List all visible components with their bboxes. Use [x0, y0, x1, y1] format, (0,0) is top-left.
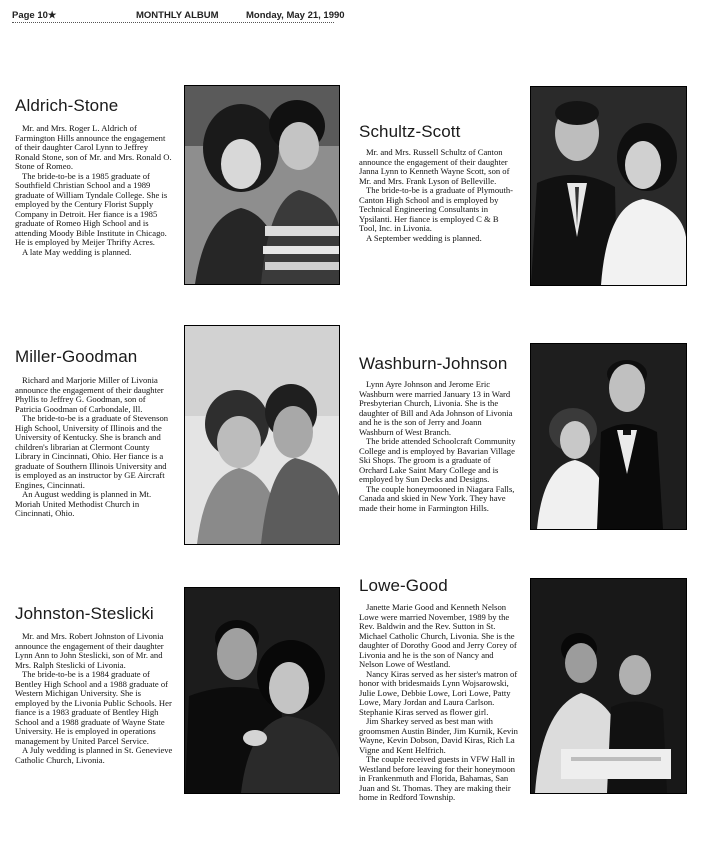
announcement-paragraph: Richard and Marjorie Miller of Livonia announce the engagement of their daughter Phyllis to Jeffrey G. Goodman, son of Patricia Goodman of Carbondale, Ill. [15, 375, 164, 414]
announcement-title-miller-goodman: Miller-Goodman [15, 347, 138, 366]
announcement-paragraph: Mr. and Mrs. Roger L. Aldrich of Farmington Hills announce the engagement of their daughter Carol Lynn to Jeffrey Ronald Stone, son of Mr. and Mrs. Ronald O. Stone of Romeo. [15, 123, 172, 171]
header-rule [12, 22, 334, 23]
announcement-title-lowe-good: Lowe-Good [359, 576, 448, 595]
announcement-paragraph: The bride-to-be is a graduate of Stevenson High School, University of Illinois and the University of Kentucky. She is branch and children's librarian at Clermont County Library in Cincinnati, Ohio. Her fiance is a graduate of Southern Illinois University and is employed as an instructor by GE Aircraft Engines, Cincinnati. [15, 413, 169, 490]
announcement-body-aldrich-stone [15, 124, 173, 257]
announcement-body-schultz-scott [359, 148, 517, 243]
announcement-paragraph: Jim Sharkey served as best man with groomsmen Austin Binder, Jim Kurnik, Kevin Wayne, Kevin Dobson, David Kiras, Rich La Vigne and Kent Helfrich. [359, 716, 518, 755]
issue-date: Monday, May 21, 1990 [246, 10, 345, 21]
announcement-paragraph: A late May wedding is planned. [22, 246, 132, 257]
announcement-paragraph: The couple honeymooned in Niagara Falls, Canada and skied in New York. They have made their home in Farmington Hills. [359, 483, 515, 513]
announcement-body-washburn-johnson [359, 380, 517, 513]
announcement-title-johnston-steslicki: Johnston-Steslicki [15, 604, 154, 623]
couple-photo-miller-goodman [184, 325, 340, 545]
announcement-paragraph: The bride attended Schoolcraft Community College and is employed by Bavarian Village Ski Shops. The groom is a graduate of Orchard Lake Saint Mary College and is employed by Sun Decks and Designs. [359, 436, 516, 484]
announcement-paragraph: Lynn Ayre Johnson and Jerome Eric Washburn were married January 13 in Ward Presbyterian Church, Livonia. She is the daughter of Bill and Ada Johnson of Livonia and he is the son of Jerry and Joann Washburn of West Branch. [359, 379, 513, 437]
announcement-paragraph: Mr. and Mrs. Robert Johnston of Livonia announce the engagement of their daughter Lynn Ann to John Steslicki, son of Mr. and Mrs. Ralph Steslicki of Livonia. [15, 631, 164, 670]
announcement-body-miller-goodman [15, 376, 173, 519]
announcement-title-aldrich-stone: Aldrich-Stone [15, 96, 119, 115]
page-number: Page 10★ [12, 10, 57, 21]
announcement-body-lowe-good [359, 603, 519, 803]
announcement-paragraph: An August wedding is planned in Mt. Moriah United Methodist Church in Cincinnati, Ohio. [15, 489, 152, 518]
announcement-paragraph: The bride-to-be is a 1984 graduate of Bentley High School and a 1988 graduate of Western Michigan University. She is employed by the Livonia Public Schools. Her fiance is a 1983 graduate of Bentley High School and a 1988 graduate of Wayne State University. He is employed in operations management by United Parcel Service. [15, 669, 172, 746]
section-name: MONTHLY ALBUM [136, 10, 219, 21]
announcement-paragraph: Janette Marie Good and Kenneth Nelson Lowe were married November, 1989 by the Rev. Baldwin and the Rev. Sutton in St. Michael Catholic Church, Livonia. She is the daughter of Dorothy Good and Jerry Corey of Livonia and he is the son of Nancy and Nelson Lowe of Westland. [359, 602, 517, 669]
announcement-paragraph: Mr. and Mrs. Russell Schultz of Canton announce the engagement of their daughter Janna Lynn to Kenneth Wayne Scott, son of Mr. and Mrs. Frank Lyson of Belleville. [359, 147, 510, 186]
couple-photo-johnston-steslicki [184, 587, 340, 794]
announcement-title-washburn-johnson: Washburn-Johnson [359, 354, 508, 373]
couple-photo-lowe-good [530, 578, 687, 794]
announcement-paragraph: The bride-to-be is a graduate of Plymouth-Canton High School and is employed by Technical Engineering Consultants in Ypsilanti. Her fiance is employed C & B Tool, Inc. in Livonia. [359, 185, 514, 233]
announcement-title-schultz-scott: Schultz-Scott [359, 122, 461, 141]
couple-photo-schultz-scott [530, 86, 687, 286]
announcement-paragraph: The couple received guests in VFW Hall in Westland before leaving for their honeymoon in Frankenmuth and Florida, Bahamas, San Juan and St. Thomas. They are making their home in Redford Township. [359, 754, 516, 802]
page-header [12, 10, 344, 26]
announcement-paragraph: A July wedding is planned in St. Genevieve Catholic Church, Livonia. [15, 745, 173, 765]
announcement-paragraph: A September wedding is planned. [366, 232, 482, 243]
announcement-body-johnston-steslicki [15, 632, 173, 765]
couple-photo-washburn-johnson [530, 343, 687, 530]
couple-photo-aldrich-stone [184, 85, 340, 285]
announcement-paragraph: The bride-to-be is a 1985 graduate of Southfield Christian School and a 1989 graduate of William Tyndale College. She is employed by the Century Florist Supply Company in Detroit. Her fiance is a 1985 graduate of Romeo High School and is attending Moody Bible Institute in Chicago. He is employed by Meijer Thrifty Acres. [15, 170, 168, 247]
announcement-paragraph: Nancy Kiras served as her sister's matron of honor with bridesmaids Lynn Wojsarowski, Julie Lowe, Debbie Lowe, Lori Lowe, Patty Lowe, Mary Jordan and Laura Carlson. Stephanie Kiras served as flower girl. [359, 668, 518, 717]
